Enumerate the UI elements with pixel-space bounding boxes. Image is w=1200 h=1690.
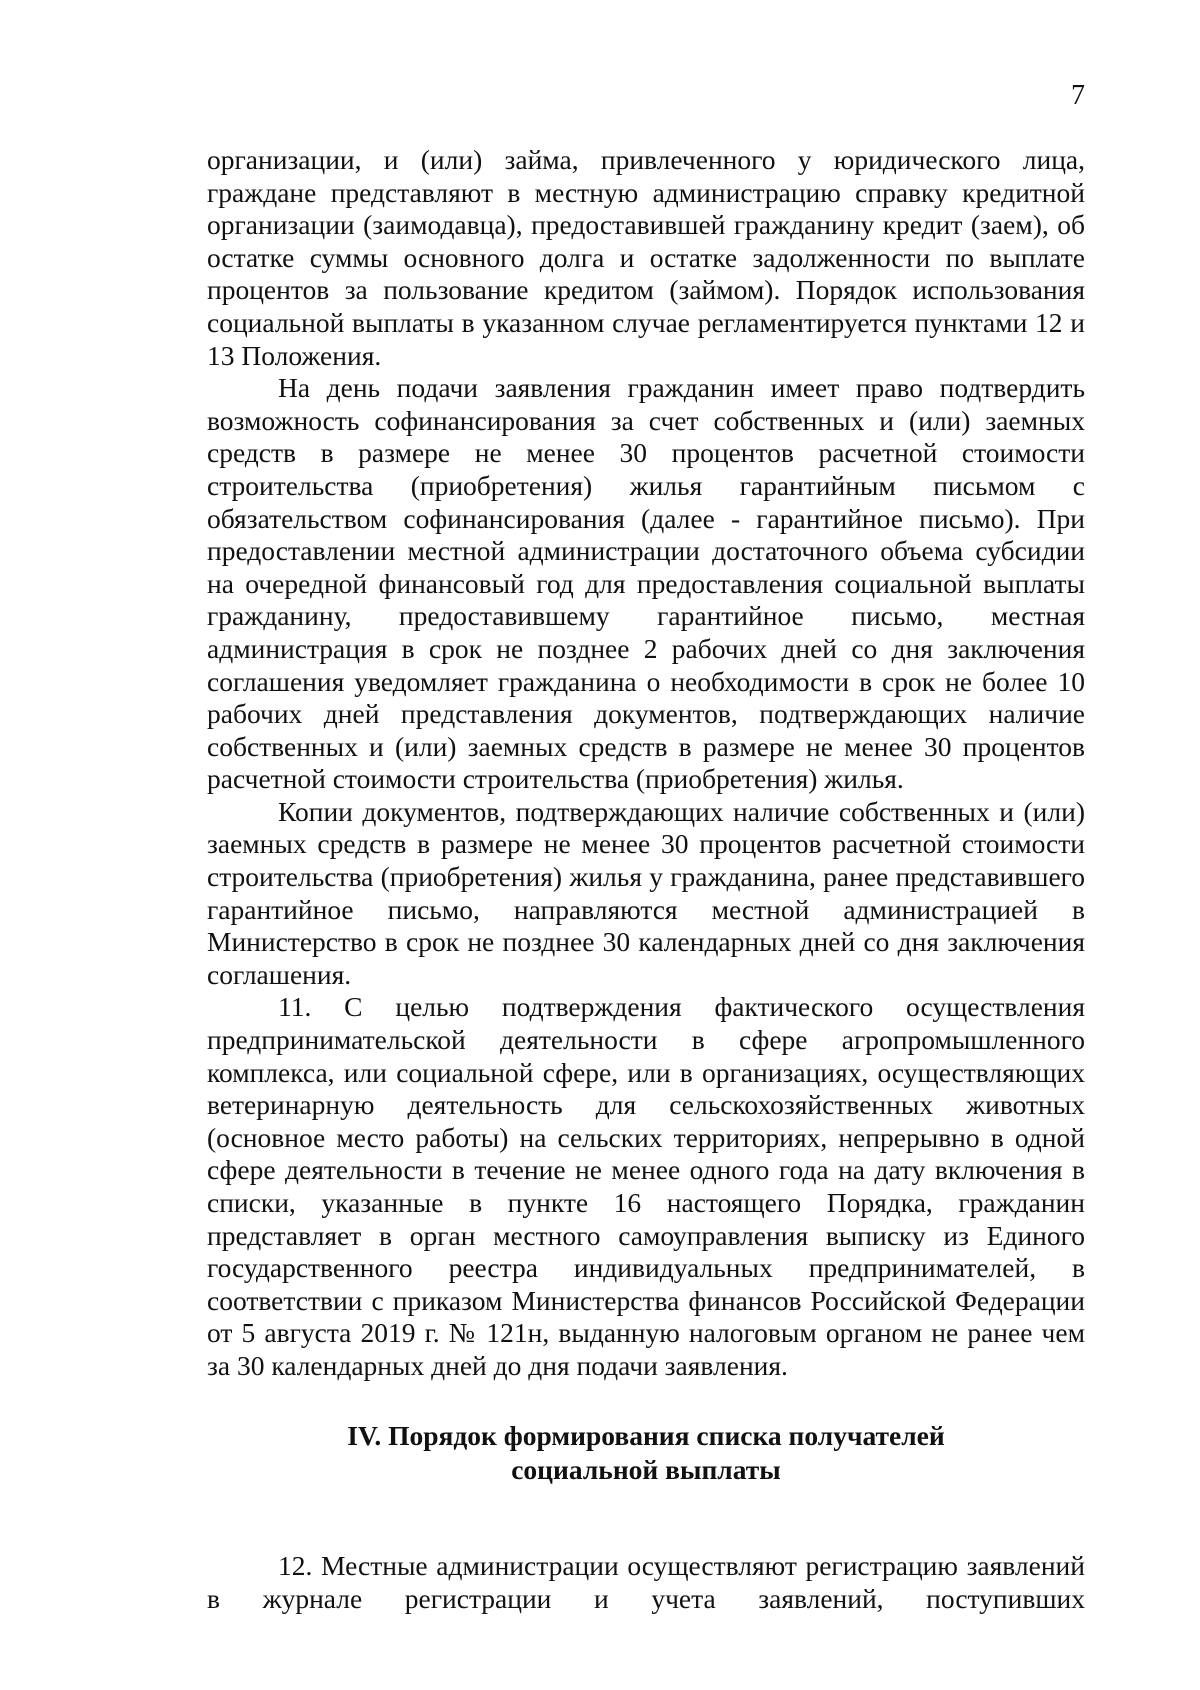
section-heading-line-2: социальной выплаты — [511, 1454, 781, 1485]
paragraph-continuation: организации, и (или) займа, привлеченного у юридического лица, граждане представляют в местную администрацию справку кредитной организации (заимодавца), предоставившей гражданину кредит (заем), об остатке суммы основного долга и остатке задолженности по выплате процентов за пользование кредитом (займом). Порядок использования социальной выплаты в указанном случае регламентируется пунктами 12 и 13 Положения. — [207, 144, 1085, 371]
paragraph-document-copies: Копии документов, подтверждающих наличие собственных и (или) заемных средств в размере не менее 30 процентов расчетной стоимости строительства (приобретения) жилья у гражданина, ранее представившего гарантийное письмо, направляются местной администрацией в Министерство в срок не позднее 30 календарных дней со дня заключения соглашения. — [207, 795, 1085, 990]
section-heading — [207, 1419, 1085, 1487]
document-body — [207, 144, 1085, 1383]
paragraph-guarantee-letter: На день подачи заявления гражданин имеет право подтвердить возможность софинансирования за счет собственных и (или) заемных средств в размере не менее 30 процентов расчетной стоимости строительства (приобретения) жилья гарантийным письмом с обязательством софинансирования (далее - гарантийное письмо). При предоставлении местной администрации достаточного объема субсидии на очередной финансовый год для предоставления социальной выплаты гражданину, предоставившему гарантийное письмо, местная администрация в срок не позднее 2 рабочих дней со дня заключения соглашения уведомляет гражданина о необходимости в срок не более 10 рабочих дней представления документов, подтверждающих наличие собственных и (или) заемных средств в размере не менее 30 процентов расчетной стоимости строительства (приобретения) жилья. — [207, 372, 1085, 795]
section-heading-line-1: IV. Порядок формирования списка получателей — [347, 1420, 945, 1451]
paragraph-11: 11. С целью подтверждения фактического осуществления предпринимательской деятельности в сфере агропромышленного комплекса, или социальной сфере, или в организациях, осуществляющих ветеринарную деятельность для сельскохозяйственных животных (основное место работы) на сельских территориях, непрерывно в одной сфере деятельности в течение не менее одного года на дату включения в списки, указанные в пункте 16 настоящего Порядка, гражданин представляет в орган местного самоуправления выписку из Единого государственного реестра индивидуальных предпринимателей, в соответствии с приказом Министерства финансов Российской Федерации от 5 августа 2019 г. № 121н, выданную налоговым органом не ранее чем за 30 календарных дней до дня подачи заявления. — [207, 991, 1085, 1381]
paragraph-12: 12. Местные администрации осуществляют регистрацию заявлений в журнале регистрации и учета заявлений, поступивших — [207, 1550, 1085, 1614]
page-number: 7 — [1071, 80, 1085, 111]
